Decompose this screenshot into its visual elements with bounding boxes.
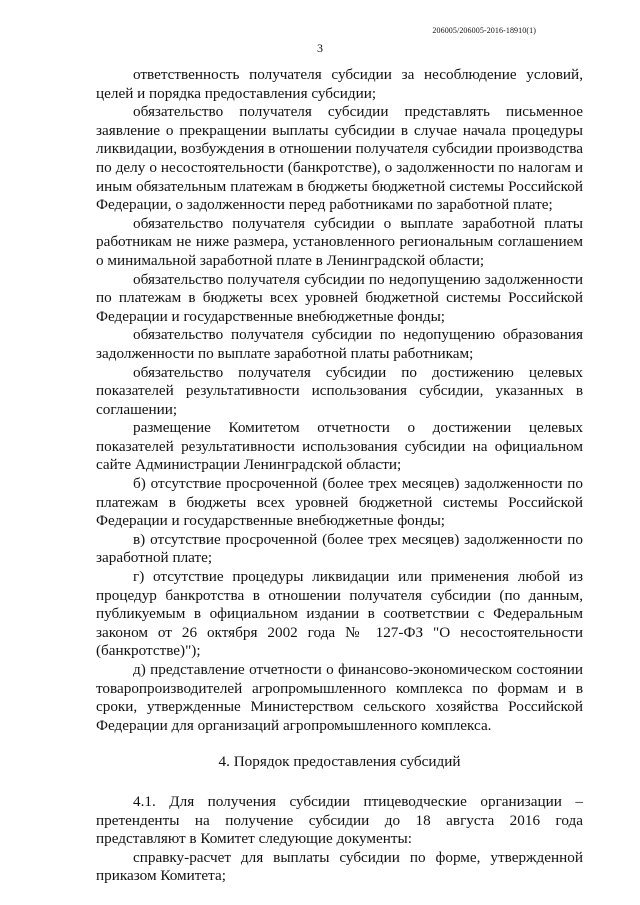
paragraph: справку-расчет для выплаты субсидии по форме, утвержденной приказом Комитета; [96, 848, 583, 885]
document-id: 206005/206005-2016-18910(1) [432, 26, 536, 35]
paragraph: обязательство получателя субсидии по недопущению образования задолженности по выплате заработной платы работникам; [96, 326, 583, 362]
page-number: 3 [317, 41, 323, 55]
paragraph: 4.1. Для получения субсидии птицеводческие организации – претенденты на получение субсидии до 18 августа 2016 года представляют в Комитет следующие документы: [96, 792, 583, 848]
document-body [96, 66, 583, 886]
paragraph: г) отсутствие процедуры ликвидации или применения любой из процедур банкротства в отношении получателя субсидии (по данным, публикуемым в официальном издании в соответствии с Федеральным законом от 26 октября 2002 года № 127-ФЗ "О несостоятельности (банкротстве)"); [96, 568, 583, 660]
paragraph: б) отсутствие просроченной (более трех месяцев) задолженности по платежам в бюджеты всех уровней бюджетной системы Российской Федерации и государственные внебюджетные фонды; [96, 475, 583, 530]
paragraph: д) представление отчетности о финансово-экономическом состоянии товаропроизводителей агропромышленного комплекса по формам и в сроки, утвержденные Министерством сельского хозяйства Российской Федерации для организаций агропромышленного комплекса. [96, 661, 583, 734]
paragraph: обязательство получателя субсидии о выплате заработной платы работникам не ниже размера, установленного региональным соглашением о минимальной заработной плате в Ленинградской области; [96, 214, 583, 269]
paragraph: обязательство получателя субсидии по недопущению задолженности по платежам в бюджеты всех уровней бюджетной системы Российской Федерации и государственные внебюджетные фонды; [96, 270, 583, 325]
paragraph: обязательство получателя субсидии представлять письменное заявление о прекращении выплаты субсидии в случае начала процедуры ликвидации, возбуждения в отношении получателя субсидии производства по делу о несостоятельности (банкротстве), о задолженности по налогам и иным обязательным платежам в бюджеты бюджетной системы Российской Федерации, о задолженности перед работниками по заработной плате; [96, 103, 583, 214]
paragraph: в) отсутствие просроченной (более трех месяцев) задолженности по заработной плате; [96, 530, 583, 567]
paragraph: размещение Комитетом отчетности о достижении целевых показателей результативности использования субсидии на официальном сайте Администрации Ленинградской области; [96, 419, 583, 474]
section-heading: 4. Порядок предоставления субсидий [218, 753, 461, 771]
paragraph: обязательство получателя субсидии по достижению целевых показателей результативности использования субсидии, указанных в соглашении; [96, 363, 583, 418]
paragraph: ответственность получателя субсидии за несоблюдение условий, целей и порядка предоставления субсидии; [96, 66, 583, 102]
